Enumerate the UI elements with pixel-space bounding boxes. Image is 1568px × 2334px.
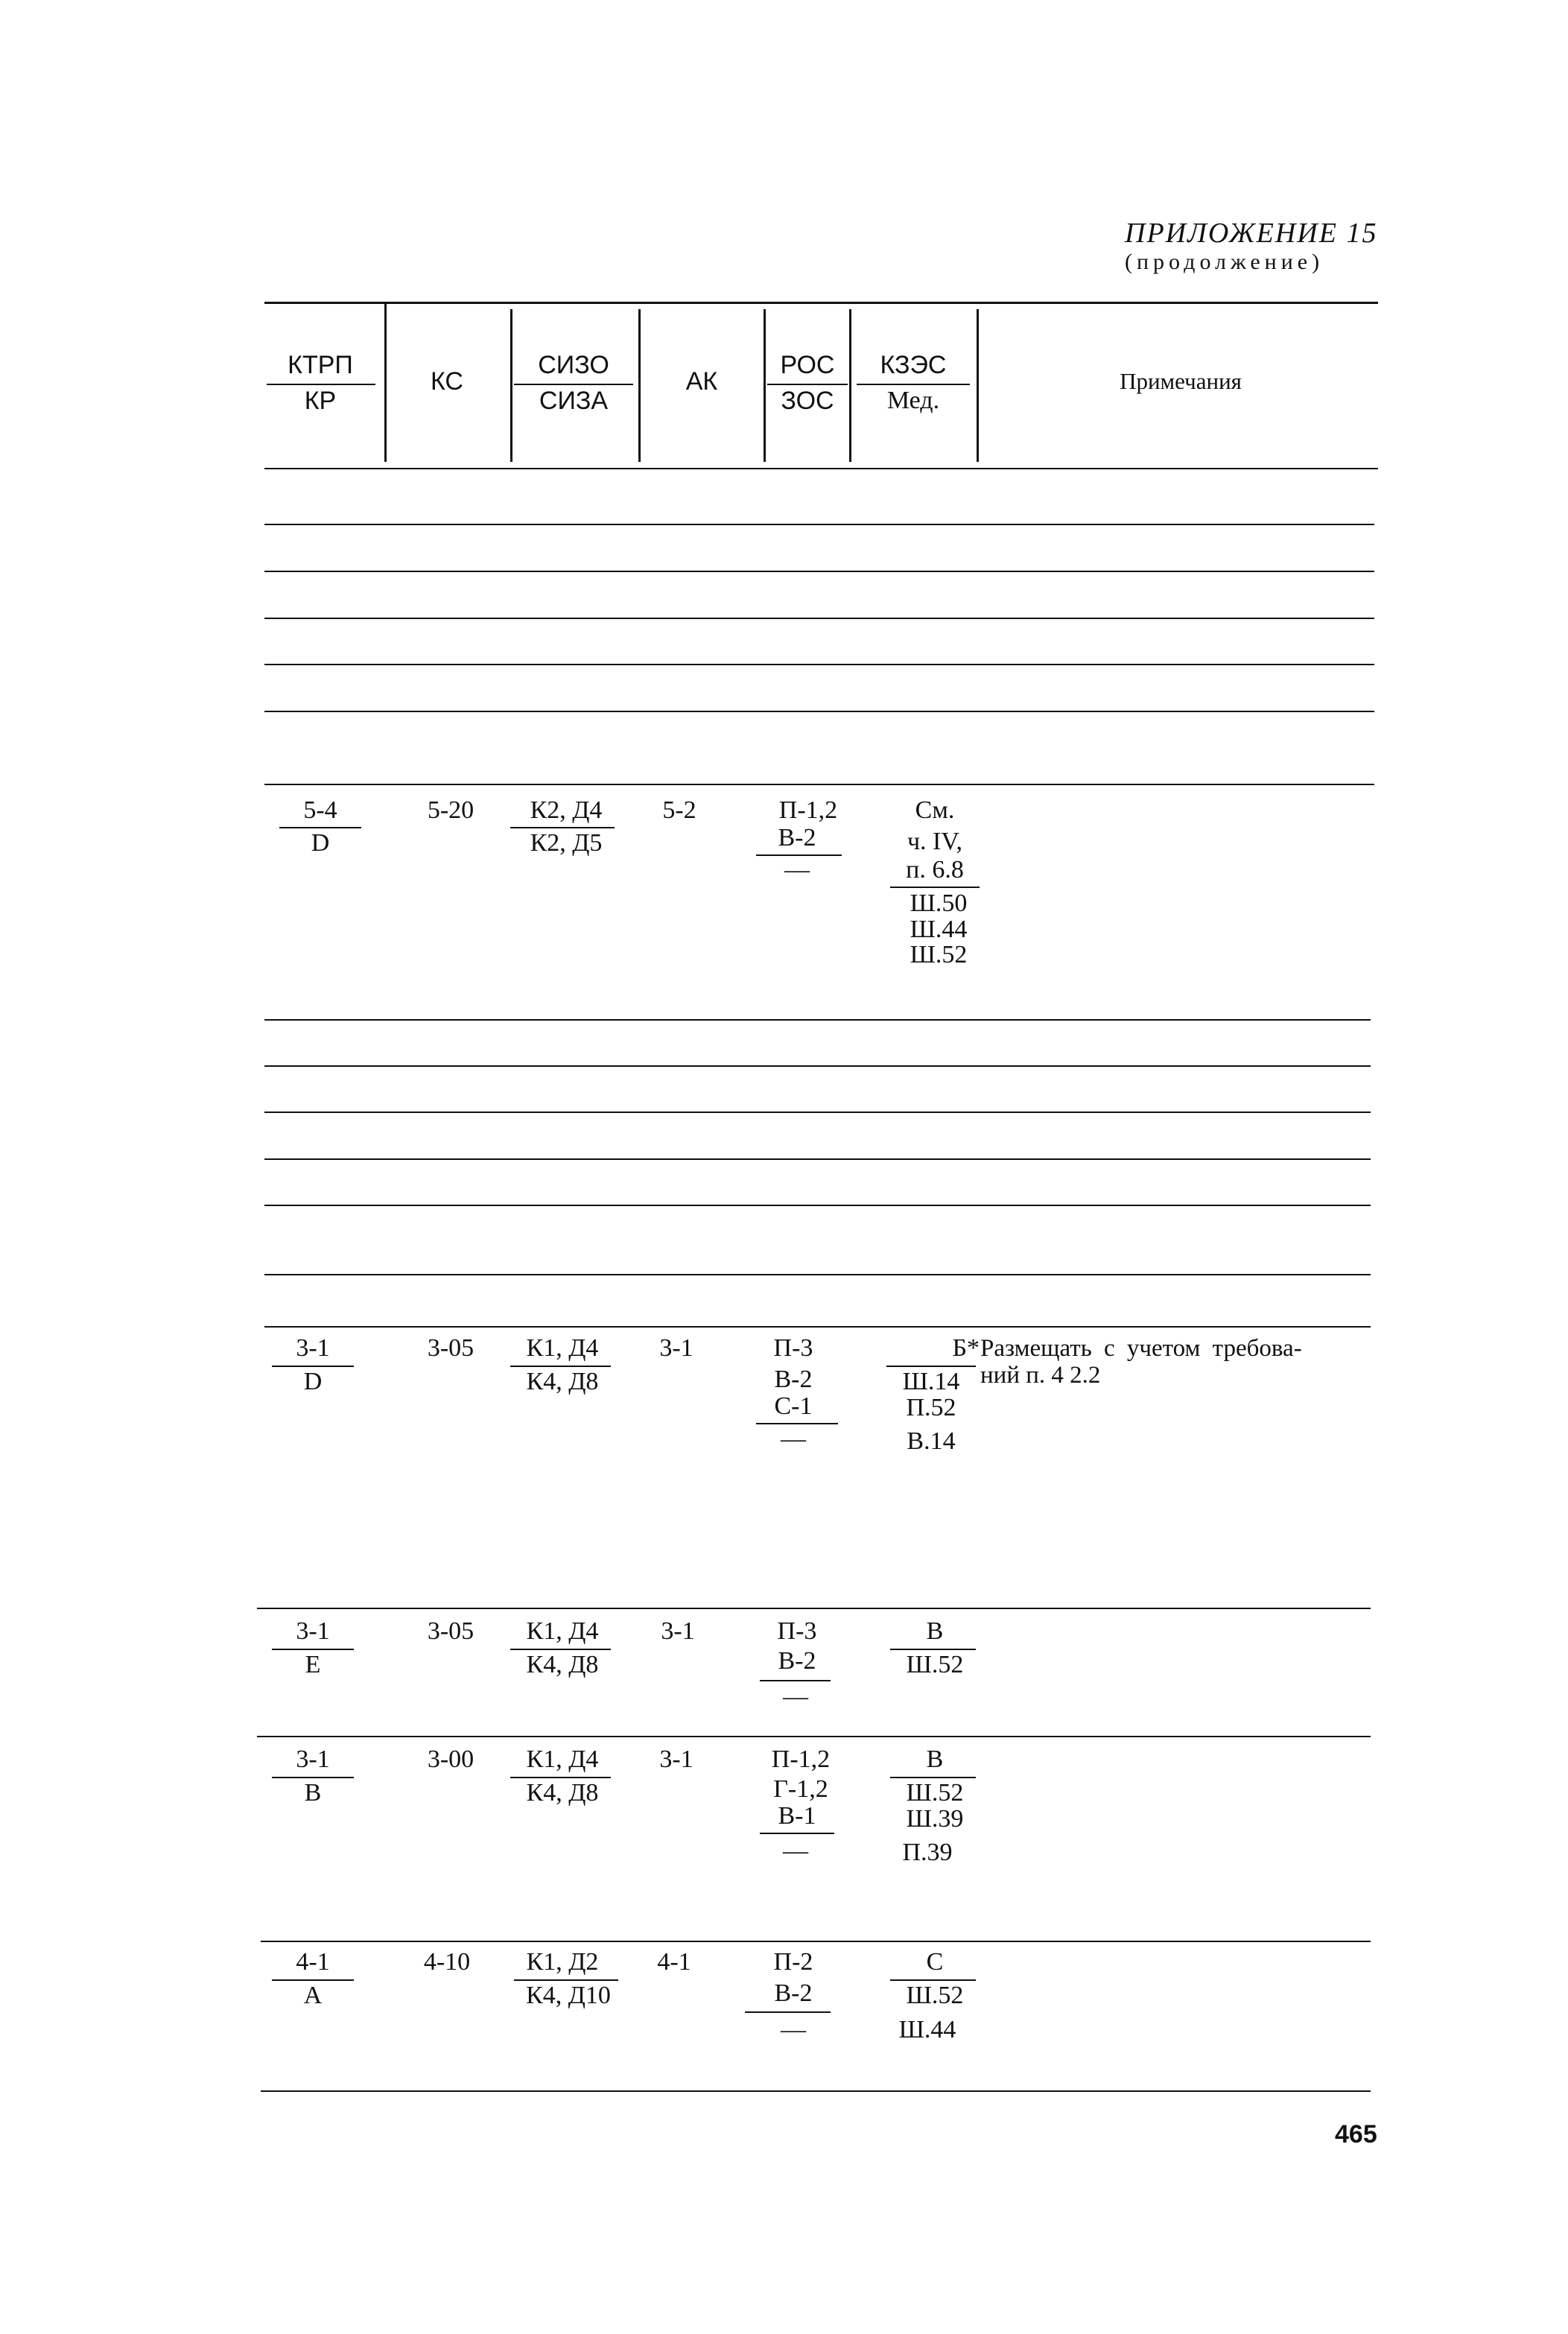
cell-ros-2: В-2 xyxy=(774,1366,813,1393)
cell-kr: E xyxy=(305,1651,321,1678)
header-med: Мед. xyxy=(886,387,940,414)
appendix-subtitle: (продолжение) xyxy=(1125,250,1324,274)
cell-ros-3: С-1 xyxy=(774,1392,813,1420)
col-divider-5 xyxy=(849,309,851,462)
cell-zos: — xyxy=(784,856,810,884)
col-divider-6 xyxy=(977,309,979,462)
cell-zos: — xyxy=(781,1425,806,1453)
col-divider-2 xyxy=(510,309,512,462)
page-number: 465 xyxy=(1335,2120,1377,2149)
appendix-title: ПРИЛОЖЕНИЕ 15 xyxy=(1125,218,1378,249)
header-sizo-bar xyxy=(514,384,633,385)
cell-kzes-3: п. 6.8 xyxy=(906,856,964,884)
cell-siza: К4, Д8 xyxy=(526,1779,599,1807)
header-notes: Примечания xyxy=(1120,368,1242,394)
cell-kzes-bar xyxy=(890,887,980,888)
cell-zos: — xyxy=(781,2016,806,2043)
cell-notes-line-2: ний п. 4 2.2 xyxy=(980,1362,1101,1389)
cell-kzes-1: Б* xyxy=(952,1334,980,1362)
cell-siza: К4, Д8 xyxy=(526,1368,599,1395)
cell-ks: 5-20 xyxy=(427,796,474,824)
cell-ros-bar xyxy=(760,1680,831,1681)
cell-ros-2: Г-1,2 xyxy=(773,1775,828,1803)
header-ktrp-bar xyxy=(267,384,375,385)
cell-ktrp: 3-1 xyxy=(296,1745,330,1773)
cell-kzes-1: См. xyxy=(915,796,955,824)
row-separator xyxy=(261,1941,1371,1942)
cell-siza: К4, Д10 xyxy=(526,1982,611,2009)
cell-ak: 5-2 xyxy=(662,796,696,824)
header-kzes-top: КЗЭС xyxy=(880,351,947,379)
cell-ros-2: В-2 xyxy=(778,1647,816,1675)
blank-rule xyxy=(264,1065,1371,1067)
cell-ktrp: 5-4 xyxy=(303,796,337,824)
cell-siza: К4, Д8 xyxy=(526,1651,599,1678)
cell-ktrp: 4-1 xyxy=(296,1948,330,1976)
cell-med-1: Ш.52 xyxy=(906,1651,964,1678)
cell-kr: А xyxy=(303,1982,323,2009)
cell-ak: 3-1 xyxy=(659,1745,693,1773)
cell-ks: 3-00 xyxy=(427,1745,474,1773)
row-separator xyxy=(257,1736,1371,1737)
cell-sizo: К2, Д4 xyxy=(530,796,603,824)
cell-med-1: Ш.52 xyxy=(906,1779,964,1807)
table-top-rule xyxy=(264,302,1378,304)
cell-sizo: К1, Д4 xyxy=(526,1617,599,1645)
cell-med-1: Ш.50 xyxy=(910,889,968,917)
cell-ros-bar xyxy=(745,2011,831,2013)
blank-rule xyxy=(264,1158,1371,1160)
cell-med-3: В.14 xyxy=(907,1427,956,1455)
header-ktrp-top: КТРП xyxy=(288,351,353,379)
blank-rule xyxy=(264,664,1374,665)
cell-med-2: Ш.44 xyxy=(910,916,968,943)
cell-zos: — xyxy=(783,1837,808,1865)
cell-siza: К2, Д5 xyxy=(530,829,603,857)
cell-ks: 4-10 xyxy=(423,1948,471,1976)
cell-ros-2: В-2 xyxy=(774,1979,813,2007)
header-zos: ЗОС xyxy=(781,387,834,415)
cell-ros-bar xyxy=(760,1833,834,1834)
cell-sizo: К1, Д4 xyxy=(526,1334,599,1362)
cell-ros-2: В-2 xyxy=(778,824,816,852)
blank-rule xyxy=(264,1274,1371,1275)
header-bottom-rule xyxy=(264,468,1378,469)
col-divider-3 xyxy=(638,309,641,462)
header-kr: КР xyxy=(304,387,337,415)
blank-rule xyxy=(264,1111,1371,1113)
cell-sizo: К1, Д4 xyxy=(526,1745,599,1773)
cell-kr: В xyxy=(304,1779,322,1807)
cell-med-3: Ш.52 xyxy=(910,941,968,968)
cell-kr: D xyxy=(311,829,330,857)
blank-rule xyxy=(264,524,1374,525)
cell-ks: 3-05 xyxy=(427,1334,474,1362)
cell-med-2: Ш.39 xyxy=(906,1805,964,1833)
blank-rule xyxy=(264,571,1374,572)
cell-ktrp: 3-1 xyxy=(296,1617,330,1645)
cell-notes-line-1: Размещать с учетом требова- xyxy=(980,1335,1302,1362)
cell-med-3: П.39 xyxy=(902,1839,953,1866)
table-bottom-rule xyxy=(261,2090,1371,2092)
row-separator xyxy=(264,1326,1371,1328)
header-ros-bar xyxy=(767,384,848,385)
cell-ak: 4-1 xyxy=(657,1948,691,1976)
header-siza: СИЗА xyxy=(539,387,609,415)
cell-ros-1: П-1,2 xyxy=(778,796,838,824)
cell-ros-1: П-1,2 xyxy=(771,1745,831,1773)
cell-ros-3: В-1 xyxy=(778,1802,816,1830)
blank-rule xyxy=(264,1205,1371,1206)
cell-zos: — xyxy=(783,1683,808,1710)
cell-ros-1: П-3 xyxy=(777,1617,817,1645)
header-kzes-bar xyxy=(857,384,970,385)
cell-kr: D xyxy=(303,1368,323,1395)
row-separator xyxy=(264,784,1374,785)
header-ros-top: РОС xyxy=(780,351,835,379)
cell-med-1: Ш.52 xyxy=(906,1982,964,2009)
cell-kzes-1: В xyxy=(926,1617,944,1645)
col-divider-4 xyxy=(764,309,766,462)
cell-ks: 3-05 xyxy=(427,1617,474,1645)
cell-ak: 3-1 xyxy=(661,1617,695,1645)
cell-med-2: П.52 xyxy=(906,1394,956,1421)
cell-kzes-1: В xyxy=(926,1745,944,1773)
cell-med-2: Ш.44 xyxy=(898,2016,956,2043)
cell-ak: 3-1 xyxy=(659,1334,693,1362)
cell-ktrp: 3-1 xyxy=(296,1334,330,1362)
cell-ros-1: П-3 xyxy=(773,1334,813,1362)
header-sizo-top: СИЗО xyxy=(538,351,609,379)
blank-rule xyxy=(264,711,1374,712)
cell-kzes-1: С xyxy=(926,1948,944,1976)
cell-ros-1: П-2 xyxy=(773,1948,813,1976)
row-separator xyxy=(257,1608,1371,1609)
blank-rule xyxy=(264,618,1374,619)
header-ks: КС xyxy=(431,367,463,396)
cell-kzes-2: ч. IV, xyxy=(907,828,963,855)
cell-sizo: К1, Д2 xyxy=(526,1948,599,1976)
col-divider-1 xyxy=(384,302,387,462)
cell-med-1: Ш.14 xyxy=(902,1368,960,1395)
header-ak: АК xyxy=(685,367,718,396)
blank-rule xyxy=(264,1019,1371,1021)
